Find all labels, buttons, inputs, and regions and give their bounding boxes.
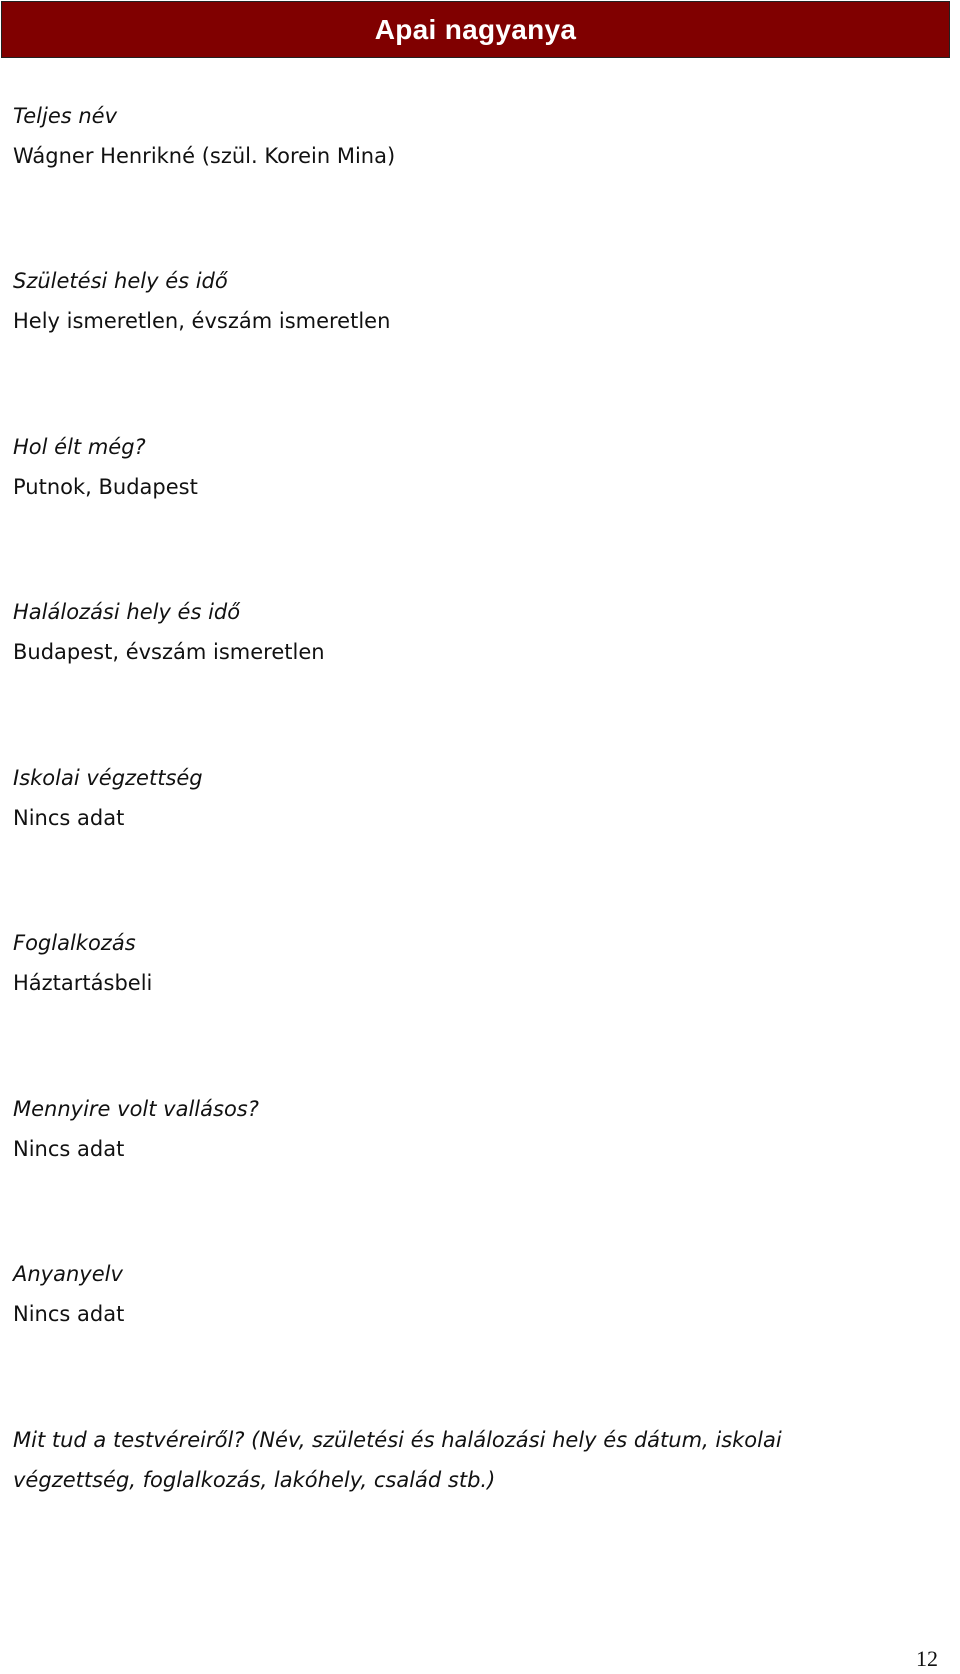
siblings-question-line-1: Mit tud a testvéreiről? (Név, születési és halálozási hely és dátum, iskolai	[13, 1428, 782, 1452]
field-label: Foglalkozás	[13, 931, 136, 955]
field-death	[13, 592, 913, 672]
field-education	[13, 758, 913, 838]
field-value: Budapest, évszám ismeretlen	[13, 640, 325, 664]
field-value: Wágner Henrikné (szül. Korein Mina)	[13, 144, 396, 168]
field-other-residence	[13, 427, 913, 507]
field-label: Mennyire volt vallásos?	[13, 1097, 259, 1121]
section-header	[1, 1, 950, 58]
field-value: Nincs adat	[13, 1137, 125, 1161]
siblings-question-line-2: végzettség, foglalkozás, lakóhely, család stb.)	[13, 1468, 496, 1492]
field-value: Putnok, Budapest	[13, 475, 198, 499]
field-value: Háztartásbeli	[13, 971, 153, 995]
field-value: Nincs adat	[13, 806, 125, 830]
field-label: Születési hely és idő	[13, 269, 228, 293]
field-value: Hely ismeretlen, évszám ismeretlen	[13, 309, 391, 333]
field-native-language	[13, 1254, 913, 1334]
field-label: Halálozási hely és idő	[13, 600, 241, 624]
page-number: 12	[916, 1646, 938, 1671]
field-label: Teljes név	[13, 104, 118, 128]
section-title: Apai nagyanya	[374, 13, 577, 45]
field-birth	[13, 261, 913, 341]
field-label: Iskolai végzettség	[13, 766, 203, 790]
field-value: Nincs adat	[13, 1302, 125, 1326]
field-religiosity	[13, 1089, 913, 1169]
field-siblings-question	[13, 1420, 913, 1500]
field-full-name	[13, 96, 913, 176]
field-label: Anyanyelv	[13, 1262, 123, 1286]
field-label: Hol élt még?	[13, 435, 146, 459]
field-occupation	[13, 923, 913, 1003]
